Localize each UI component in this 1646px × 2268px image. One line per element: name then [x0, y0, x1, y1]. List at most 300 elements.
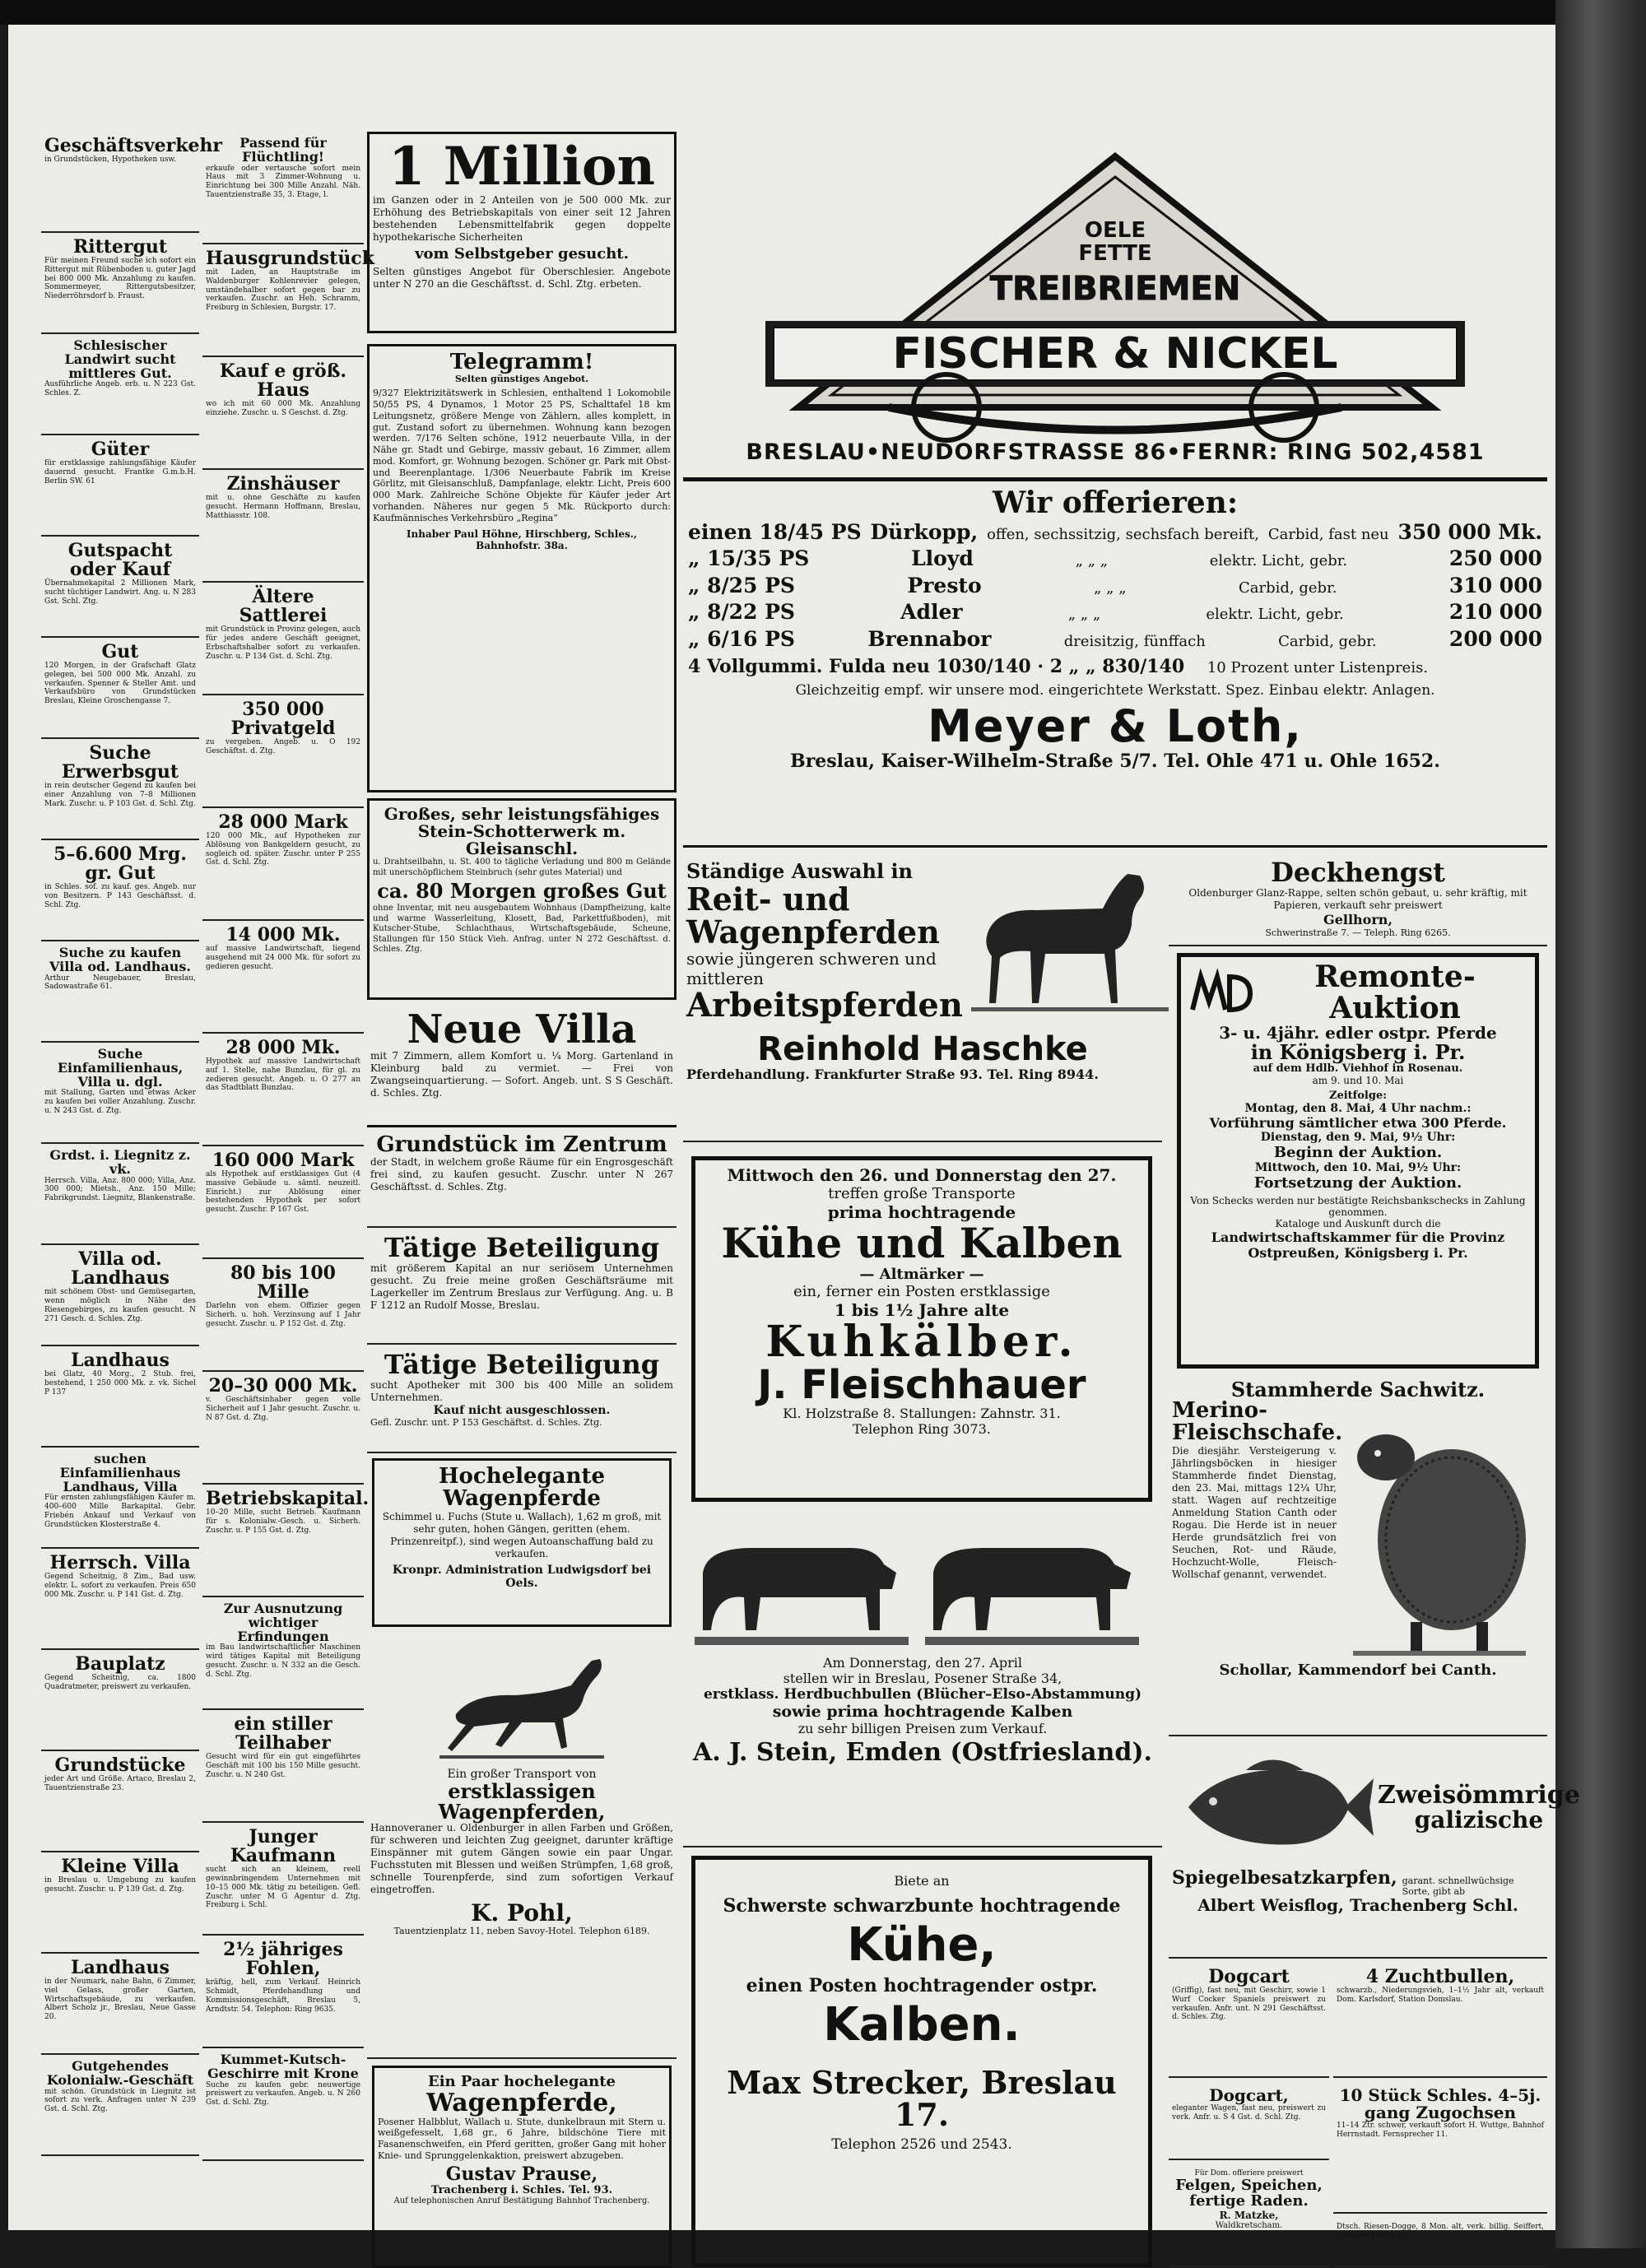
c2-ad: [202, 1034, 364, 1146]
c1-ad-text: Für meinen Freund suche ich sofort ein Rittergut mit Rübenboden u. guter Jagd bei 800 000 Mk. Anzahlung zu kaufen. Sommermeyer, Rittergutsbesitzer, Niederröhrsdorf b. Fraust.: [44, 257, 196, 301]
c1-ad-title: Villa od. Landhaus: [71, 1248, 170, 1290]
prause-addr: Trachenberg i. Schles. Tel. 93.: [430, 2183, 613, 2196]
c2-ad-text: Hypothek auf massive Landwirtschaft auf 1. Stelle, nahe Bunzlau, für gl. zu zedieren gesucht. Angeb. u. O 277 an das Stadtblatt Bunzlau.: [206, 1057, 360, 1093]
c2-ad-title: 28 000 Mk.: [226, 1037, 341, 1058]
telegramm-sig: Inhaber Paul Höhne, Hirschberg, Schles., Bahnhofstr. 38a.: [406, 528, 638, 552]
c1-ad: [41, 1549, 199, 1650]
c2-ad-title: Junger Kaufmann: [230, 1826, 337, 1867]
c2-ad-text: als Hypothek auf erstklassiges Gut (4 massive Gebäude u. sämtl. neuzeitl. Einricht.) zur Ablösung einer bestehenden Hypothek per sofort gesucht. Zuschr. P 167 Gst.: [206, 1170, 360, 1215]
schaf-sig: Schollar, Kammendorf bei Canth.: [1219, 1661, 1497, 1680]
dogge-ad: [1333, 2218, 1547, 2267]
offer-cell-e: 200 000: [1448, 626, 1542, 651]
c2-ad-title: Kauf e größ. Haus: [219, 360, 347, 402]
c1-ad: [41, 1144, 199, 1245]
trotting-horse-illustration: [423, 1636, 621, 1768]
zentrum-body: der Stadt, in welchem große Räume für ein Engrosgeschäft frei sind, zu kaufen gesucht. Zuschr. unter N 267 Geschäftsst. d. Schles. Ztg.: [370, 1156, 673, 1193]
fleisch-firm: J. Fleischhauer: [757, 1362, 1086, 1409]
c2-ad-text: mit Laden, an Hauptstraße im Waldenburger Kohlenrevier gelegen, umständehalber sofort gegen bar zu verkaufen. Zuschr. an Heh. Schramm, Freiburg in Schlesien, Burgstr. 17.: [206, 268, 360, 313]
fisch-sig: Albert Weisflog, Trachenberg Schl.: [1197, 1895, 1518, 1915]
fleisch-title: Kühe und Kalben: [721, 1219, 1123, 1267]
c1-ad-text: Übernahmekapital 2 Millionen Mark, sucht tüchtiger Landwirt. Ang. u. N 283 Gst. Schl. Ztg.: [44, 579, 196, 606]
remonte-l3: Dienstag, den 9. Mai, 9½ Uhr:: [1260, 1130, 1456, 1144]
zentrum-title: Grundstück im Zentrum: [376, 1132, 667, 1157]
c2-ad-title: 2½ jähriges Fohlen,: [223, 1939, 343, 1980]
stein-title: Großes, sehr leistungsfähiges Stein-Schotterwerk m. Gleisanschl.: [384, 804, 660, 858]
c2-ad: [202, 132, 364, 244]
c1-ad-title: Suche Einfamilienhaus, Villa u. dgl.: [57, 1046, 184, 1090]
c2-ad-title: Kummet-Kutsch-Geschirre mit Krone: [207, 2052, 359, 2081]
felgen-ad: [1169, 2164, 1329, 2267]
c1-ad-title: 5–6.600 Mrg. gr. Gut: [53, 844, 187, 885]
karpfen-ad: [1169, 1741, 1580, 1959]
dogcart2-title: Dogcart,: [1209, 2085, 1289, 2105]
c1-ad: [41, 537, 199, 638]
logo-fette: FETTE: [1078, 241, 1152, 266]
offer-table: [688, 519, 1542, 653]
c1-ad-title: Landhaus: [71, 1350, 170, 1371]
c2-ad: [202, 1372, 364, 1485]
bet1-title: Tätige Beteiligung: [384, 1232, 660, 1263]
c2-ad: [202, 1936, 364, 2048]
villa-body: mit 7 Zimmern, allem Komfort u. ¼ Morg. Gartenland in Kleinburg bald zu vermiet. — Frei von Zwangseinquartierung. — Sofort. Angeb. unt. S S Geschäft. d. Schles. Ztg.: [370, 1050, 673, 1099]
c1-ad: [41, 1954, 199, 2055]
deckhengst-title: Deckhengst: [1271, 857, 1445, 888]
c1-ad: [41, 132, 223, 233]
offer-tires-text: 4 Vollgummi. Fulda neu 1030/140 · 2 „ „ 830/140: [688, 656, 1185, 678]
remonte-title: Remonte-Auktion: [1314, 960, 1476, 1025]
c1-ad-title: Suche Erwerbsgut: [61, 742, 179, 783]
fisch-title: Spiegelbesatzkarpfen,: [1172, 1867, 1397, 1889]
fisch-l2: galizische: [1414, 1806, 1544, 1834]
c1-ad-title: Schlesischer Landwirt sucht mittleres Gut.: [64, 337, 176, 381]
schaf-head: Stammherde Sachwitz.: [1230, 1378, 1486, 1401]
fischer-nickel-logo: [683, 132, 1547, 444]
fischer-nickel-address: BRESLAU•NEUDORFSTRASSE 86•FERNR: RING 502,4581: [746, 439, 1485, 465]
deckhengst-sig: Gellhorn,: [1323, 911, 1393, 927]
c2-ad-text: v. Geschäftsinhaber gegen volle Sicherheit auf 1 Jahr gesucht. Zuschr. u. N 87 Gst. d. Ztg.: [206, 1396, 360, 1422]
felgen-title: Felgen, Speichen, fertige Raden.: [1175, 2176, 1323, 2210]
remonte-l5: Mittwoch, den 10. Mai, 9½ Uhr:: [1254, 1160, 1462, 1174]
million-foot: Selten günstiges Angebot für Oberschlesier. Angebote unter N 270 an die Geschäftsst. d. Schl. Ztg. erbeten.: [373, 266, 671, 290]
offer-cell-d: Carbid, fast neu: [1267, 525, 1389, 543]
remonte-where: auf dem Hdlb. Viehhof in Rosenau.: [1253, 1062, 1463, 1075]
c1-ad-text: mit schönem Obst- und Gemüsegarten, wenn möglich in Nähe des Riesengebirges, zu kaufen gesucht. N 271 Gesch. d. Schles. Ztg.: [44, 1288, 196, 1323]
fleisch-l2: treffen große Transporte: [828, 1185, 1016, 1202]
c1-ad-title: Landhaus: [71, 1957, 170, 1978]
c2-ad-text: Suche zu kaufen gebr. neuwertige preiswert zu verkaufen. Angeb. u. N 260 Gst. d. Schl. Ztg.: [206, 2080, 360, 2108]
remonte-l2: Vorführung sämtlicher etwa 300 Pferde.: [1209, 1114, 1507, 1131]
merino-sheep-illustration: [1337, 1400, 1534, 1663]
c2-ad-title: 80 bis 100 Mille: [230, 1262, 336, 1304]
prause-ad: [372, 2066, 672, 2268]
strecker-ad: [691, 1856, 1152, 2267]
c1-ad: [41, 233, 199, 334]
hochelegante-wagenpferde-ad: [372, 1458, 672, 1627]
offer-cell-c: „ „ „: [1067, 606, 1101, 624]
c1-ad: [41, 435, 199, 537]
offer-cell-a: „ 8/22 PS: [688, 600, 795, 625]
c2-ad: [202, 808, 364, 921]
c2-ad-text: im Bau landwirtschaftlicher Maschinen wird tätiges Kapital mit Beteiligung gesucht. Zuschr. u. N 332 an die Gesch. d. Schl. Ztg.: [206, 1643, 360, 1679]
stein-schotter-ad: [367, 798, 677, 1000]
c1-ad-text: Gegend Scheitnig, ca. 1800 Quadratmeter, preiswert zu verkaufen.: [44, 1674, 196, 1691]
c2-ad-title: ein stiller Teilhaber: [234, 1713, 332, 1754]
fleisch-l6: 1 bis 1½ Jahre alte: [834, 1299, 1010, 1320]
remonte-dates: am 9. und 10. Mai: [1312, 1074, 1404, 1086]
strecker-l3: einen Posten hochtragender ostpr.: [746, 1974, 1098, 1996]
c2-ad: [202, 583, 364, 695]
haschke-address: Pferdehandlung. Frankfurter Straße 93. Tel. Ring 8944.: [686, 1067, 1099, 1082]
remonte-sig: Landwirtschaftskammer für die Provinz Ostpreußen, Königsberg i. Pr.: [1211, 1229, 1505, 1261]
c1-ad-text: jeder Art und Größe. Artaco, Breslau 2, Tauentzienstraße 23.: [44, 1775, 196, 1792]
c1-ad-text: Herrsch. Villa, Anz. 800 000; Villa, Anz. 300 000; Mietsh., Anz. 150 Mille; Fabrikgrundst. Liegnitz, Blankenstraße.: [44, 1176, 196, 1203]
million-sub: vom Selbstgeber gesucht.: [415, 245, 629, 263]
offer-cell-b: Dürkopp,: [870, 519, 979, 544]
c2-ad-title: Hausgrundstück: [206, 248, 374, 269]
c2-ad-title: Zur Ausnutzung wichtiger Erfindungen: [223, 1601, 343, 1644]
zucht-title: 4 Zuchtbullen,: [1365, 1966, 1515, 1987]
c1-ad: [41, 840, 199, 941]
wagenpferde-title: Hochelegante Wagenpferde: [438, 1464, 606, 1512]
c1-ad: [41, 334, 199, 435]
schaf-title: Merino-Fleischschafe.: [1172, 1398, 1343, 1446]
fleisch-tel: Telephon Ring 3073.: [853, 1421, 991, 1438]
zuchtbullen-ad: [1333, 1963, 1547, 2078]
remonte-l8: Kataloge und Auskunft durch die: [1275, 1217, 1441, 1229]
offer-row: [688, 519, 1542, 546]
beteiligung-2-ad: [367, 1346, 677, 1453]
horse-brand-icon: [1184, 969, 1258, 1018]
telegramm-body: 9/327 Elektrizitätswerk in Schlesien, enthaltend 1 Lokomobile 50/55 PS, 4 Dynamos, 1 Motor 25 PS, Schalttafel 18 km Leitungsnetz, größere Menge von Zählern, alles komplett, in gut. Zustand sofort zu übernehmen. Wohnung kann bezogen werden. 7/176 Selten schöne, 1912 neuerbaute Villa, in der Nähe gr. Stadt und Gebirge, massiv gebaut, 16 Zimmer, allem mod. Komfort, gr. Wohnung bezogen. Schöner gr. Park mit Obst- und Beerenplantage. 1/306 Neuerbaute Fabrik im Kreise Görlitz, mit Gleisanschluß, Dampfanlage, elektr. Licht, Preis 600 000 Mark. Zahlreiche Schöne Objekte für Käufer jeder Art vorhanden. Näheres nur gegen 5 Mk. Rückporto durch: Kaufmännisches Verkehrsbüro „Regina“: [373, 388, 671, 523]
c1-ad: [41, 1650, 199, 1751]
c1-ad-text: mit schön. Grundstück in Liegnitz ist sofort zu verk. Anfragen unter N 239 Gst. d. Schl. Ztg.: [44, 2087, 196, 2114]
column-2-classifieds: [202, 132, 374, 2164]
wagenpferde-sig: Kronpr. Administration Ludwigsdorf bei Oels.: [392, 1563, 652, 1590]
carp-illustration: [1172, 1745, 1378, 1869]
c1-ad-text: Ausführliche Angeb. erb. u. N 223 Gst. Schles. Z.: [44, 380, 196, 398]
remonte-l1: Montag, den 8. Mai, 4 Uhr nachm.:: [1244, 1101, 1472, 1115]
offer-cell-d: Carbid, gebr.: [1278, 632, 1377, 650]
offer-row: [688, 599, 1542, 626]
c2-ad: [202, 1823, 364, 1936]
fleisch-addr: Kl. Holzstraße 8. Stallungen: Zahnstr. 31.: [783, 1406, 1061, 1422]
fleisch-l3: prima hochtragende: [827, 1202, 1016, 1222]
haschke-firm: Reinhold Haschke: [757, 1030, 1088, 1068]
offer-cell-e: 350 000 Mk.: [1397, 519, 1542, 544]
column-4: [683, 132, 1580, 2240]
prause-head: Ein Paar hochelegante: [427, 2073, 616, 2090]
pohl-ad: [367, 1631, 677, 2059]
c2-ad: [202, 1597, 364, 1710]
c2-ad-text: zu vergeben. Angeb. u. O 192 Geschäftst. d. Ztg.: [206, 738, 360, 755]
zucht-body: schwarzb., Niederungsvieh, 1–1½ Jahr alt, verkauft Dom. Karlsdorf, Station Domslau.: [1337, 1987, 1544, 2004]
c1-ad-title: suchen Einfamilienhaus Landhaus, Villa: [59, 1451, 181, 1494]
haschke-l4: Arbeitspferden: [686, 985, 963, 1025]
haschke-l3: sowie jüngeren schweren und mittleren: [686, 948, 937, 988]
million-ad: [367, 132, 677, 333]
c1-ad-title: Grdst. i. Liegnitz z. vk.: [49, 1147, 191, 1177]
column-1-classifieds: [41, 132, 223, 2164]
c1-ad: [41, 1751, 199, 1852]
c2-ad-title: 350 000 Privatgeld: [230, 699, 336, 740]
offer-row: [688, 573, 1542, 600]
logo-oele: OELE: [1084, 218, 1146, 243]
c2-ad: [202, 695, 364, 808]
c2-ad-title: 160 000 Mark: [212, 1150, 355, 1171]
bet2-title: Tätige Beteiligung: [384, 1349, 660, 1380]
offer-row: [688, 546, 1542, 573]
pohl-head: Ein großer Transport von: [447, 1768, 597, 1781]
offer-cell-d: Carbid, gebr.: [1239, 579, 1337, 597]
offer-firm: Meyer & Loth,: [928, 700, 1303, 753]
logo-brand: FISCHER & NICKEL: [892, 329, 1338, 379]
million-title: 1 Million: [388, 136, 656, 198]
c1-ad-title: Gutspacht oder Kauf: [67, 540, 173, 581]
bet1-body: mit größerem Kapital an nur seriösem Unternehmen gesucht. Zu freie meine großen Geschäftsräume mit Lagerkeller im Zentrum Breslaus zur Verfügung. Ang. u. B F 1212 an Rudolf Mosse, Breslau.: [370, 1262, 673, 1311]
stein-sub: ca. 80 Morgen großes Gut: [377, 879, 667, 903]
c1-ad-title: Rittergut: [72, 236, 168, 258]
haschke-l2: Reit- und Wagenpferden: [686, 881, 940, 950]
c1-ad-title: Herrsch. Villa: [49, 1552, 191, 1573]
c1-ad-text: Gegend Scheitnig, 8 Zim., Bad usw. elektr. L. sofort zu verkaufen. Preis 650 000 Mk. Zuschr. u. P 141 Gst. d. Ztg.: [44, 1573, 196, 1599]
c1-ad-text: Arthur Neugebauer, Breslau, Sadowastraße 61.: [44, 974, 196, 992]
c1-ad-text: in Grundstücken, Hypotheken usw.: [44, 156, 176, 165]
fleischhauer-ad: [691, 1156, 1152, 1502]
deckhengst-body: Oldenburger Glanz-Rappe, selten schön gebaut, u. sehr kräftig, mit Papieren, verkauft sehr preiswert: [1188, 886, 1527, 911]
million-body: im Ganzen oder in 2 Anteilen von je 500 000 Mk. zur Erhöhung des Betriebskapitals von einer seit 12 Jahren bestehenden Lebensmittelfabrik gegen doppelte hypothekarische Sicherheiten: [373, 194, 671, 244]
c2-ad-text: wo ich mit 60 000 Mk. Anzahlung einziehe. Zuschr. u. S Geschst. d. Ztg.: [206, 400, 360, 417]
c1-ad-text: in der Neumark, nahe Bahn, 6 Zimmer, viel Gelass, großer Garten, Wirtschaftsgebäude, zu verkaufen. Albert Scholz jr., Breslau, Neue Gasse 20.: [44, 1978, 196, 2022]
c2-ad: [202, 1259, 364, 1372]
c1-ad-text: in rein deutscher Gegend zu kaufen bei einer Anzahlung von 7–8 Millionen Mark. Zuschr. u. P 103 Gst. d. Schl. Ztg.: [44, 782, 196, 808]
offer-cell-a: einen 18/45 PS: [688, 519, 862, 544]
c2-ad-title: Betriebskapital.: [206, 1488, 370, 1509]
c1-ad-title: Gutgehendes Kolonialw.-Geschäft: [46, 2058, 194, 2088]
fleisch-l5: ein, ferner ein Posten erstklassige: [793, 1282, 1050, 1300]
c2-ad-title: Passend für Flüchtling!: [239, 135, 327, 165]
fisch-l1: Zweisömmrige: [1378, 1780, 1580, 1810]
c2-ad-title: 20–30 000 Mk.: [208, 1375, 358, 1397]
c2-ad-text: Darlehn von ehem. Offizier gegen Sicherh. u. hoh. Verzinsung auf 1 Jahr gesucht. Zuschr. u. P 152 Gst. d. Ztg.: [206, 1302, 360, 1328]
c1-ad: [41, 1346, 199, 1448]
pohl-title: erstklassigen Wagenpferden,: [438, 1779, 606, 1824]
c1-ad-title: Grundstücke: [54, 1754, 186, 1776]
fisch-body: garant. schnellwüchsige Sorte, gibt ab: [1402, 1875, 1514, 1897]
remonte-zeit: Zeitfolge:: [1328, 1089, 1388, 1102]
offer-cell-d: elektr. Licht, gebr.: [1206, 606, 1344, 624]
dogcart2-body: eleganter Wagen, fast neu, preiswert zu verk. Anfr. u. S 4 Gst. d. Schl. Ztg.: [1172, 2104, 1326, 2122]
haschke-l1: Ständige Auswahl in: [686, 859, 914, 883]
c2-ad-text: erkaufe oder vertausche sofort mein Haus mit 3 Zimmer-Wohnung u. Einrichtung bei 300 Mille Anzahl. Näh. Tauentzienstraße 35, 3. Etage, l.: [206, 164, 360, 199]
beteiligung-1-ad: [367, 1229, 677, 1345]
c2-ad-text: 120 000 Mk., auf Hypotheken zur Ablösung von Bankgeldern gesucht, zu sogleich od. später. Zuschr. unter P 255 Gst. d. Schl. Ztg.: [206, 832, 360, 867]
c2-ad-title: Ältere Sattlerei: [239, 586, 328, 627]
neue-villa-ad: [367, 1004, 677, 1127]
c2-ad: [202, 921, 364, 1034]
merino-schaf-ad: [1169, 1374, 1547, 1736]
bet2-body: sucht Apotheker mit 300 bis 400 Mille an solidem Unternehmen.: [370, 1378, 673, 1403]
c2-ad-text: 10–20 Mille, sucht Betrieb. Kaufmann für s. Kolonialw.-Gesch. u. Sicherh. Zuschr. u. P 155 Gst. d. Ztg.: [206, 1508, 360, 1535]
villa-title: Neue Villa: [407, 1006, 637, 1053]
strecker-sub: Kalben.: [823, 1997, 1021, 2052]
stein-body: u. Drahtseilbahn, u. St. 400 to tägliche Verladung und 800 m Gelände mit unerschöpflichem Steinbruch (sehr gutes Material) und: [373, 857, 671, 877]
kaelber-body: 11–14 Ztr. schwer, verkauft sofort H. Wuttge, Bahnhof Herrnstadt. Fernsprecher 11.: [1337, 2122, 1544, 2139]
remonte-place: in Königsberg i. Pr.: [1250, 1039, 1466, 1064]
c2-ad-text: sucht sich an kleinem, reell gewinnbringendem Unternehmen mit 10–15 000 Mk. tätig zu beteiligen. Gefl. Zuschr. unter M G Agentur d. Ztg. Freiburg i. Schl.: [206, 1866, 360, 1910]
prause-title: Wagenpferde,: [426, 2089, 617, 2117]
stein-emden-l1: Am Donnerstag, den 27. April: [823, 1655, 1022, 1671]
offer-tires-note: 10 Prozent unter Listenpreis.: [1207, 659, 1429, 677]
bet2-sub: Kauf nicht ausgeschlossen.: [433, 1403, 611, 1417]
c1-ad: [41, 1448, 199, 1549]
column-3: [367, 132, 677, 2205]
offer-row: [688, 626, 1542, 653]
fischer-nickel-ad: [683, 132, 1547, 469]
standing-horse-illustration: [963, 859, 1177, 1032]
logo-treibriemen: TREIBRIEMEN: [989, 270, 1241, 308]
deckhengst-ad: [1169, 854, 1547, 946]
pohl-addr: Tauentzienplatz 11, neben Savoy-Hotel. Telephon 6189.: [393, 1925, 650, 1936]
dogcart-1-ad: [1169, 1963, 1329, 2078]
bulls-illustration: [686, 1515, 1155, 1655]
remonte-auktion-ad: [1177, 953, 1539, 1369]
c2-ad-text: Gesucht wird für ein gut eingeführtes Geschäft mit 100 bis 150 Mille gesucht. Zuschr. u. N 240 Gst.: [206, 1753, 360, 1779]
c1-ad: [41, 1852, 199, 1954]
dogcart1-title: Dogcart: [1208, 1966, 1290, 1987]
remonte-l4: Beginn der Auktion.: [1273, 1143, 1443, 1161]
c1-ad: [41, 1245, 199, 1346]
newspaper-page: [8, 25, 1580, 2240]
telegramm-sub: Selten günstiges Angebot.: [454, 374, 589, 385]
c1-ad: [41, 1043, 199, 1144]
offer-cell-c: „ „ „: [1094, 579, 1127, 597]
meyer-loth-ad: [683, 477, 1547, 848]
fleisch-l4: — Altmärker —: [859, 1265, 984, 1283]
offer-foot: Gleichzeitig empf. wir unsere mod. eingerichtete Werkstatt. Spez. Einbau elektr. Anlagen.: [795, 682, 1435, 699]
felgen-head: Für Dom. offeriere preiswert: [1194, 2169, 1304, 2177]
zugochsen-ad: [1333, 2082, 1547, 2214]
pohl-sig: K. Pohl,: [471, 1899, 573, 1927]
c1-ad-text: 120 Morgen, in der Grafschaft Glatz gelegen, bei 500 000 Mk. Anzahl. zu verkaufen. Spenner & Steller Amt. und Verkaufsbüro von Grundstücken Breslau, Kleine Groschengasse 7.: [44, 662, 196, 706]
c2-ad: [202, 1710, 364, 1823]
c2-ad-title: 14 000 Mk.: [226, 924, 341, 946]
c2-ad: [202, 1485, 370, 1597]
grundstueck-zentrum-ad: [367, 1129, 677, 1228]
c1-ad-title: Kleine Villa: [61, 1856, 179, 1877]
offer-tires: [688, 656, 1542, 677]
strecker-title: Kühe,: [847, 1918, 997, 1972]
c2-ad: [202, 470, 364, 583]
haschke-ad: [683, 854, 1162, 1142]
c1-ad: [41, 941, 199, 1043]
dogge-body: Dtsch. Riesen-Dogge, 8 Mon. alt, verk. billig. Seiffert, Berliner-Straße 67.: [1337, 2223, 1544, 2240]
c1-ad-text: bei Glatz, 40 Morg., 2 Stub. frei, bestehend, 1 250 000 Mk. z. vk. Sichel P 137: [44, 1370, 196, 1397]
book-spine: [1555, 0, 1646, 2248]
c2-ad: [202, 1146, 364, 1259]
c2-ad: [202, 244, 374, 357]
dogcart-2-ad: [1169, 2082, 1329, 2160]
c2-ad-text: mit u. ohne Geschäfte zu kaufen gesucht. Hermann Hoffmann, Breslau, Matthiasstr. 108.: [206, 494, 360, 520]
deckhengst-addr: Schwerinstraße 7. — Teleph. Ring 6265.: [1265, 927, 1451, 938]
stein-emden-l3: erstklass. Herdbuchbullen (Blücher–Elso-Abstammung): [703, 1686, 1142, 1703]
remonte-sub: 3- u. 4jähr. edler ostpr. Pferde: [1219, 1022, 1497, 1043]
c1-ad-text: in Schles. sof. zu kauf. ges. Angeb. nur von Besitzern. P 143 Geschäftsst. d. Schl. Ztg.: [44, 883, 196, 909]
c1-ad-text: in Breslau u. Umgebung zu kaufen gesucht. Zuschr. u. P 139 Gst. d. Ztg.: [44, 1876, 196, 1894]
felgen-addr: Waldkretscham.: [1215, 2220, 1283, 2230]
prause-body: Posener Halbblut, Wallach u. Stute, dunkelbraun mit Stern u. weißgefesselt, 1,68 gr., 6 Jahre, bildschöne Tiere mit Fasanenschweifen, ein Pferd geritten, großer Gang mit hoher Knie- und Sprunggelenkaktion, preiswert abzugeben.: [378, 2116, 666, 2161]
strecker-l1: Biete an: [894, 1873, 950, 1889]
c1-ad-text: Für ernsten zahlungsfähigen Käufer m. 400–600 Mille Barkapital. Gebr. Friebén Ankauf und Verkauf von Grundstücken Klosterstraße 4.: [44, 1494, 196, 1529]
c2-ad: [202, 2048, 364, 2161]
offer-cell-d: elektr. Licht, gebr.: [1209, 552, 1348, 570]
pohl-body: Hannoveraner u. Oldenburger in allen Farben und Größen, für schweren und leichten Zug geeignet, darunter kräftige Einspänner mit gutem Gängen sowie ein paar Ungar. Fuchsstuten mit Blessen und weißen Strümpfen, 1,68 groß, schnelle Tourenpferde, sind zum sofortigen Verkauf eingetroffen.: [370, 1822, 673, 1896]
strecker-l2: Schwerste schwarzbunte hochtragende: [723, 1895, 1121, 1917]
offer-cell-c: offen, sechssitzig, sechsfach bereift,: [987, 525, 1260, 543]
offer-cell-a: „ 6/16 PS: [688, 626, 795, 651]
c1-ad: [41, 739, 199, 840]
stein-foot: ohne Inventar, mit neu ausgebautem Wohnhaus (Dampfheizung, kalte und warme Wasserleitung, Klosett, Bad, Parkettfußboden), mit Kutscher-Stube, Schlachthaus, Wirtschaftsgebäude, Scheune, Stallungen für 150 Stück Vieh. Anfrag. unter N 272 Geschäftsst. d. Schles. Ztg.: [373, 904, 671, 955]
offer-cell-a: „ 15/35 PS: [688, 546, 810, 571]
c1-ad-text: für erstklassige zahlungsfähige Käufer dauernd gesucht. Frantke G.m.b.H. Berlin SW. 61: [44, 459, 196, 486]
offer-cell-a: „ 8/25 PS: [688, 573, 795, 597]
felgen-sig: R. Matzke,: [1219, 2209, 1279, 2221]
offer-title: Wir offerieren:: [992, 486, 1239, 520]
stein-emden-ad: [683, 1510, 1162, 1847]
stein-emden-l5: zu sehr billigen Preisen zum Verkauf.: [797, 1721, 1048, 1736]
offer-cell-b: Presto: [907, 573, 982, 597]
stein-emden-l2: stellen wir in Breslau, Posener Straße 34,: [783, 1671, 1062, 1686]
c2-ad-title: Zinshäuser: [226, 473, 340, 495]
c1-ad-title: Geschäftsverkehr: [44, 135, 223, 156]
fleisch-l1: Mittwoch den 26. und Donnerstag den 27.: [727, 1165, 1117, 1185]
prause-sig: Gustav Prause,: [445, 2163, 598, 2185]
remonte-l6: Fortsetzung der Auktion.: [1253, 1174, 1462, 1192]
dogcart1-body: (Griffig), fast neu, mit Geschirr, sowie 1 Wurf Cocker Spaniels preiswert zu verkaufen. Anfr. unt. N 291 Geschäftsst. d. Schles. Ztg.: [1172, 1987, 1326, 2022]
offer-cell-b: Adler: [900, 600, 963, 625]
c1-ad-title: Bauplatz: [75, 1653, 165, 1675]
offer-cell-e: 250 000: [1448, 546, 1542, 571]
telegramm-ad: [367, 344, 677, 792]
telegramm-title: Telegramm!: [449, 350, 594, 374]
offer-cell-e: 210 000: [1448, 600, 1542, 625]
schaf-body: Die diesjähr. Versteigerung v. Jährlingsböcken in hiesiger Stammherde findet Dienstag, den 23. Mai, mittags 12¼ Uhr, statt. Wagen auf rechtzeitige Anmeldung Station Canth oder Rogau. Die Herde ist in neuer Herde grundsätzlich frei von Seuchen, Rot- und Räude, Hochzucht-Wolle, Fleisch-Wollschaf genannt, verwendet.: [1172, 1444, 1337, 1580]
strecker-firm: Max Strecker, Breslau 17.: [727, 2063, 1117, 2134]
c2-ad: [202, 357, 364, 470]
strecker-tel: Telephon 2526 und 2543.: [831, 2136, 1012, 2154]
c2-ad-title: 28 000 Mark: [218, 811, 348, 833]
scan-top-border: [0, 0, 1646, 25]
prause-foot: Auf telephonischen Anruf Bestätigung Bahnhof Trachenberg.: [393, 2196, 650, 2205]
offer-cell-b: Lloyd: [911, 546, 974, 571]
remonte-l7: Von Schecks werden nur bestätigte Reichsbankschecks in Zahlung genommen.: [1190, 1194, 1526, 1218]
offer-cell-c: „ „ „: [1075, 552, 1109, 570]
c1-ad-title: Gut: [101, 641, 139, 662]
c2-ad-text: kräftig, hell, zum Verkauf. Heinrich Schmidt, Pferdehandlung und Kommissionsgeschäft, Breslau 5, Arndtstr. 54. Telephon: Ring 9635.: [206, 1978, 360, 2014]
c1-ad-text: mit Stallung, Garten und etwas Acker zu kaufen bei voller Anzahlung. Zuschr. u. N 243 Gst. d. Ztg.: [44, 1089, 196, 1115]
offer-cell-e: 310 000: [1448, 573, 1542, 597]
offer-cell-b: Brennabor: [867, 626, 992, 651]
c2-ad-text: auf massive Landwirtschaft, liegend ausgehend mit 24 000 Mk. für sofort zu gedieren gesucht.: [206, 945, 360, 971]
offer-address: Breslau, Kaiser-Wilhelm-Straße 5/7. Tel. Ohle 471 u. Ohle 1652.: [790, 750, 1440, 772]
c1-ad: [41, 2055, 199, 2156]
stein-emden-firm: A. J. Stein, Emden (Ostfriesland).: [693, 1738, 1152, 1767]
offer-cell-c: dreisitzig, fünffach: [1063, 632, 1206, 650]
kaelber-title: 10 Stück Schles. 4–5j. gang Zugochsen: [1339, 2085, 1541, 2122]
bet2-foot: Gefl. Zuschr. unt. P 153 Geschäftst. d. Schles. Ztg.: [370, 1416, 602, 1428]
fleisch-sub: Kuhkälber.: [765, 1316, 1078, 1367]
c1-ad: [41, 638, 199, 739]
c1-ad-title: Suche zu kaufen Villa od. Landhaus.: [49, 945, 191, 974]
